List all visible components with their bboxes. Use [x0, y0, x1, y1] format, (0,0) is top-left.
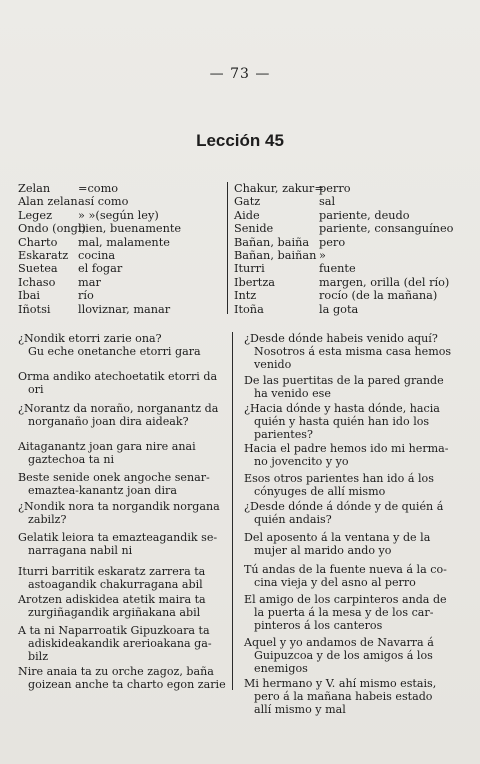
- lesson-title: Lección 45: [196, 131, 284, 150]
- vocab-term: Aide: [234, 208, 260, 222]
- sentence-line: narragana nabil ni: [28, 544, 133, 558]
- sentence-line: ori: [28, 383, 44, 397]
- sentence-line: pero á la mañana habeis estado: [254, 690, 433, 704]
- vocab-divider: [227, 182, 228, 314]
- sentence-line: ¿Nondik nora ta norgandik norgana: [18, 500, 220, 513]
- sentence-entry: [244, 593, 454, 633]
- sentence-line: De las puertitas de la pared grande: [244, 374, 444, 387]
- sentence-line: ¿Nondik etorri zarie ona?: [18, 332, 162, 345]
- sentence-line: gaztechoa ta ni: [28, 453, 115, 467]
- sentence-line: cónyuges de allí mismo: [254, 485, 386, 499]
- sentence-entry: [244, 500, 454, 526]
- sentence-entry: [18, 500, 226, 526]
- vocab-gloss: » »(según ley): [78, 208, 159, 222]
- sentence-line: adiskideakandik arerioakana ga-: [28, 637, 212, 651]
- vocab-term: Suetea: [18, 262, 58, 276]
- vocab-gloss: margen, orilla (del río): [319, 275, 450, 289]
- vocab-term: Gatz: [234, 195, 261, 209]
- vocab-term: Itoña: [234, 302, 264, 316]
- vocab-gloss: pariente, consanguíneo: [319, 222, 454, 236]
- sentence-line: ¿Desde dónde á dónde y de quién á: [244, 500, 444, 513]
- vocab-gloss: perro: [319, 182, 351, 195]
- sentence-line: astoagandik chakurragana abil: [28, 578, 203, 592]
- vocab-right-terms: [234, 182, 324, 316]
- vocab-gloss: pero: [319, 235, 346, 249]
- sentence-line: Arotzen adiskidea atetik maira ta: [18, 593, 206, 606]
- vocab-gloss: =como: [78, 182, 119, 195]
- sentence-entry: [244, 677, 454, 717]
- sentence-line: Tú andas de la fuente nueva á la co-: [244, 563, 447, 576]
- sentence-line: zurgiñagandik argiñakana abil: [28, 606, 201, 620]
- sentence-line: ¿Norantz da noraño, norganantz da: [18, 402, 219, 415]
- page-number: — 73 —: [209, 66, 271, 82]
- sentence-line: la puerta á la mesa y de los car-: [254, 606, 434, 620]
- sentence-line: Aquel y yo andamos de Navarra á: [244, 636, 434, 649]
- vocab-term: Intz: [234, 289, 257, 303]
- vocab-term: Legez: [18, 208, 53, 222]
- vocab-term: Bañan, baiña: [234, 235, 310, 249]
- vocab-gloss: así como: [78, 195, 129, 209]
- sentence-line: enemigos: [254, 662, 308, 676]
- sentence-line: emaztea-kanantz joan dira: [28, 484, 177, 498]
- sentence-entry: [244, 332, 454, 372]
- vocab-gloss: mal, malamente: [78, 235, 170, 249]
- sentence-line: Nosotros á esta misma casa hemos: [254, 345, 452, 359]
- sentence-line: Hacia el padre hemos ido mi herma-: [244, 442, 449, 455]
- sentence-entry: [244, 402, 454, 442]
- vocab-gloss: pariente, deudo: [319, 208, 410, 222]
- sentence-entry: [244, 442, 454, 468]
- sentence-line: ha venido ese: [254, 387, 331, 401]
- sentence-line: Iturri barritik eskaratz zarrera ta: [18, 565, 206, 578]
- sentence-entry: [244, 531, 454, 557]
- vocab-gloss: »: [319, 248, 326, 262]
- vocab-right-glosses: [319, 182, 453, 316]
- sentence-line: Del aposento á la ventana y de la: [244, 531, 431, 544]
- vocab-term: Ibai: [18, 289, 41, 303]
- sentence-line: no jovencito y yo: [254, 455, 349, 469]
- sentence-line: parientes?: [254, 428, 313, 442]
- vocab-term: Ondo (ongi): [18, 222, 86, 236]
- sentence-line: zabilz?: [28, 513, 67, 527]
- sentence-entry: [18, 665, 226, 691]
- sentence-line: El amigo de los carpinteros anda de: [244, 593, 447, 606]
- sentence-line: norganaño joan dira aideak?: [28, 415, 189, 429]
- vocab-term: Ibertza: [234, 275, 276, 289]
- sentence-divider: [232, 332, 233, 690]
- sentence-line: Gelatik leiora ta emazteagandik se-: [18, 531, 218, 544]
- sentence-entry: [18, 593, 226, 619]
- sentence-entry: [18, 370, 226, 396]
- sentence-line: bilz: [28, 650, 49, 664]
- sentence-line: ¿Hacia dónde y hasta dónde, hacia: [244, 402, 440, 415]
- sentence-line: Guipuzcoa y de los amigos á los: [254, 649, 433, 663]
- vocab-gloss: rocío (de la mañana): [319, 289, 438, 303]
- vocab-term: Charto: [18, 235, 58, 249]
- sentence-entry: [18, 565, 226, 591]
- vocabulary-table: [18, 182, 466, 314]
- sentence-line: quién andais?: [254, 513, 332, 527]
- sentence-entry: [244, 374, 454, 400]
- sentence-entry: [18, 531, 226, 557]
- sentence-line: Nire anaia ta zu orche zagoz, baña: [18, 665, 214, 678]
- sentence-entry: [18, 332, 226, 358]
- sentence-line: Orma andiko atechoetatik etorri da: [18, 370, 218, 383]
- sentence-entry: [18, 624, 226, 664]
- sentence-entry: [244, 472, 454, 498]
- sentence-line: cina vieja y del asno al perro: [254, 576, 416, 590]
- vocab-gloss: fuente: [319, 262, 356, 276]
- vocab-gloss: cocina: [78, 248, 116, 262]
- sentence-line: A ta ni Naparroatik Gipuzkoara ta: [18, 624, 210, 637]
- vocab-left-glosses: [78, 182, 181, 316]
- sentence-entry: [18, 402, 226, 428]
- vocab-gloss: bien, buenamente: [78, 222, 182, 236]
- vocab-term: Chakur, zakur=: [234, 182, 324, 195]
- sentence-line: Beste senide onek angoche senar-: [18, 471, 210, 484]
- sentence-line: goizean anche ta charto egon zarie: [28, 678, 226, 692]
- vocab-term: Senide: [234, 222, 274, 236]
- sentence-line: allí mismo y mal: [254, 703, 346, 717]
- sentence-line: pinteros á los canteros: [254, 619, 383, 633]
- sentence-line: Gu eche onetanche etorri gara: [28, 345, 201, 359]
- sentence-entry: [244, 636, 454, 676]
- vocab-term: Eskaratz: [18, 248, 69, 262]
- sentence-line: mujer al marido ando yo: [254, 544, 392, 558]
- vocab-term: Iturri: [234, 262, 265, 276]
- sentence-entry: [244, 563, 454, 589]
- vocab-gloss: lloviznar, manar: [78, 302, 171, 316]
- vocab-term: Zelan: [18, 182, 51, 195]
- vocab-gloss: río: [78, 289, 94, 303]
- sentence-line: venido: [254, 358, 292, 372]
- sentence-line: quién y hasta quién han ido los: [254, 415, 430, 429]
- vocab-term: Alan zelan: [18, 195, 78, 209]
- sentence-entry: [18, 440, 226, 466]
- sentence-line: Esos otros parientes han ido á los: [244, 472, 434, 485]
- vocab-left-terms: [18, 182, 86, 316]
- vocab-term: Iñotsi: [18, 302, 51, 316]
- sentence-line: ¿Desde dónde habeis venido aquí?: [244, 332, 438, 345]
- vocab-gloss: la gota: [319, 302, 359, 316]
- vocab-gloss: el fogar: [78, 262, 123, 276]
- vocab-term: Bañan, baiñan: [234, 248, 317, 262]
- sentence-line: Aitaganantz joan gara nire anai: [18, 440, 196, 453]
- sentence-entry: [18, 471, 226, 497]
- vocab-gloss: mar: [78, 275, 101, 289]
- vocab-term: Ichaso: [18, 275, 56, 289]
- vocab-gloss: sal: [319, 195, 336, 209]
- sentence-line: Mi hermano y V. ahí mismo estais,: [244, 677, 437, 690]
